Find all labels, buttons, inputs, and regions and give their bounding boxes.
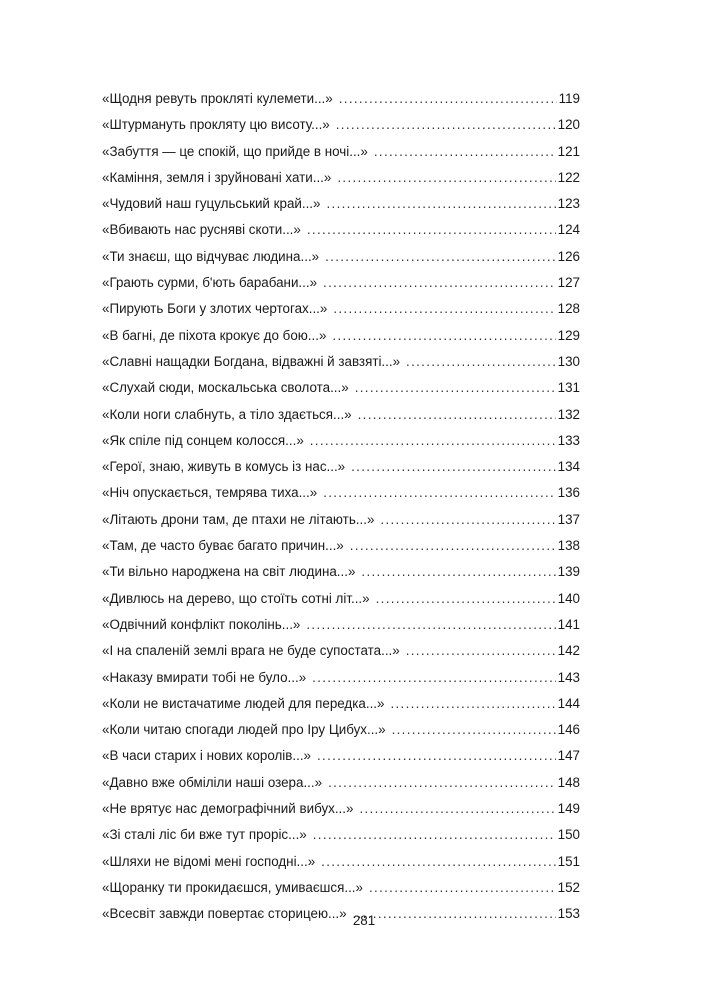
- toc-entry-page: 153: [557, 906, 580, 922]
- toc-entry: [102, 822, 580, 848]
- dot-leader: [406, 349, 556, 375]
- toc-entry-title: «В багні, де піхота крокує до бою...»: [102, 327, 327, 343]
- toc-entry: [102, 586, 580, 612]
- toc-entry: [102, 139, 580, 165]
- toc-entry: [102, 165, 580, 191]
- dot-leader: [333, 296, 555, 322]
- dot-leader: [326, 191, 555, 217]
- toc-entry-page: 134: [557, 459, 580, 475]
- dot-leader: [337, 165, 555, 191]
- toc-entry-title: «Слухай сюди, москальська сволота...»: [102, 380, 349, 396]
- toc-entry: [102, 454, 580, 480]
- toc-entry-title: «Коли ноги слабнуть, а тіло здається...»: [102, 406, 352, 422]
- dot-leader: [317, 743, 556, 769]
- toc-entry-page: 138: [557, 538, 580, 554]
- toc-entry: [102, 244, 580, 270]
- toc-entry: [102, 559, 580, 585]
- toc-entry: [102, 480, 580, 506]
- toc-entry-title: «Дивлюсь на дерево, що стоїть сотні літ...»: [102, 590, 370, 606]
- toc-entry-page: 127: [557, 275, 580, 291]
- dot-leader: [355, 375, 556, 401]
- toc-entry: [102, 796, 580, 822]
- toc-entry-title: «Вбивають нас русняві скоти...»: [102, 222, 301, 238]
- toc-entry-title: «Коли читаю спогади людей про Іру Цибух...»: [102, 722, 386, 738]
- dot-leader: [310, 428, 556, 454]
- toc-entry: [102, 217, 580, 243]
- dot-leader: [376, 586, 556, 612]
- toc-entry-page: 150: [557, 827, 580, 843]
- toc-entry-title: «Шляхи не відомі мені господні...»: [102, 853, 316, 869]
- dot-leader: [306, 612, 555, 638]
- toc-entry: [102, 402, 580, 428]
- toc-entry-title: «Щодня ревуть прокляті кулемети...»: [102, 91, 333, 106]
- toc-entry-title: «Герої, знаю, живуть в комусь із нас...»: [102, 459, 346, 475]
- toc-entry-page: 149: [557, 801, 580, 817]
- toc-entry-title: «І на спаленій землі врага не буде супостата...»: [102, 643, 400, 659]
- toc-entry-page: 130: [557, 353, 580, 369]
- toc-entry-title: «Коли не вистачатиме людей для передка...»: [102, 695, 385, 711]
- dot-leader: [358, 402, 556, 428]
- dot-leader: [390, 691, 555, 717]
- dot-leader: [361, 559, 555, 585]
- toc-entry: [102, 638, 580, 664]
- toc-entry-page: 121: [557, 143, 580, 159]
- toc-entry-title: «Забуття — це спокій, що прийде в ночі...»: [102, 143, 368, 159]
- toc-entry: [102, 849, 580, 875]
- toc-entry-page: 147: [557, 748, 580, 764]
- toc-entry-title: «Давно вже обміліли наші озера...»: [102, 774, 323, 790]
- dot-leader: [406, 638, 556, 664]
- toc-entry-title: «Славні нащадки Богдана, відважні й завзяті...»: [102, 353, 401, 369]
- toc-entry-page: 140: [557, 590, 580, 606]
- dot-leader: [323, 480, 555, 506]
- toc-entry-title: «Штурмануть прокляту цю висоту...»: [102, 117, 330, 133]
- toc-entry: [102, 612, 580, 638]
- toc-entry-title: «Як спіле під сонцем колосся...»: [102, 432, 304, 448]
- toc-entry-title: «Не врятує нас демографічний вибух...»: [102, 801, 354, 817]
- toc-entry-page: 141: [557, 616, 580, 632]
- toc-entry: [102, 296, 580, 322]
- toc-entry-title: «Ти вільно народжена на світ людина...»: [102, 564, 356, 580]
- toc-entry-title: «Чудовий наш гуцульський край...»: [102, 196, 321, 212]
- toc-entry-page: 131: [557, 380, 580, 396]
- dot-leader: [323, 270, 556, 296]
- toc-entry-page: 123: [557, 196, 580, 212]
- toc-entry-page: 129: [557, 327, 580, 343]
- toc-entry: [102, 717, 580, 743]
- dot-leader: [339, 86, 557, 112]
- toc-entry-title: «Всесвіт завжди повертає сторицею...»: [102, 906, 347, 922]
- toc-entry: [102, 191, 580, 217]
- toc-entry-title: «Каміння, земля і зруйновані хати...»: [102, 169, 332, 185]
- table-of-contents: [102, 86, 580, 928]
- dot-leader: [332, 323, 555, 349]
- dot-leader: [313, 822, 556, 848]
- toc-entry: [102, 270, 580, 296]
- toc-entry-title: «Там, де часто буває багато причин...»: [102, 538, 344, 554]
- toc-entry: [102, 112, 580, 138]
- toc-entry-page: 139: [557, 564, 580, 580]
- dot-leader: [351, 454, 556, 480]
- page-number: 281: [352, 913, 376, 928]
- toc-entry-page: 119: [558, 91, 580, 106]
- toc-entry-page: 122: [557, 169, 580, 185]
- toc-entry-title: «Грають сурми, б'ють барабани...»: [102, 275, 318, 291]
- toc-entry-page: 148: [557, 774, 580, 790]
- toc-entry: [102, 875, 580, 901]
- dot-leader: [380, 507, 555, 533]
- dot-leader: [321, 849, 555, 875]
- toc-entry: [102, 375, 580, 401]
- dot-leader: [307, 217, 556, 243]
- dot-leader: [374, 139, 556, 165]
- toc-entry-title: «Пирують Боги у злотих чертогах...»: [102, 301, 328, 317]
- toc-entry-page: 128: [557, 301, 580, 317]
- toc-entry: [102, 428, 580, 454]
- dot-leader: [392, 717, 556, 743]
- dot-leader: [325, 244, 556, 270]
- toc-entry-page: 124: [557, 222, 580, 238]
- toc-entry-page: 144: [557, 695, 580, 711]
- toc-entry-title: «Ти знаєш, що відчуває людина...»: [102, 248, 320, 264]
- dot-leader: [336, 112, 556, 138]
- toc-entry: [102, 665, 580, 691]
- toc-entry-page: 133: [557, 432, 580, 448]
- toc-entry-page: 152: [557, 879, 580, 895]
- dot-leader: [369, 875, 556, 901]
- toc-entry-title: «Зі сталі ліс би вже тут проріс...»: [102, 827, 307, 843]
- toc-entry-page: 143: [557, 669, 580, 685]
- toc-entry: [102, 349, 580, 375]
- toc-entry: [102, 507, 580, 533]
- toc-entry-title: «Наказу вмирати тобі не було...»: [102, 669, 307, 685]
- toc-entry: [102, 770, 580, 796]
- toc-entry-page: 137: [557, 511, 580, 527]
- toc-entry-page: 132: [557, 406, 580, 422]
- toc-entry: [102, 743, 580, 769]
- toc-entry: [102, 691, 580, 717]
- toc-entry: [102, 533, 580, 559]
- toc-entry-page: 126: [557, 248, 580, 264]
- toc-entry-page: 146: [557, 722, 580, 738]
- toc-entry-title: «Щоранку ти прокидаєшся, умиваєшся...»: [102, 879, 363, 895]
- dot-leader: [359, 796, 555, 822]
- toc-entry-page: 120: [557, 117, 580, 133]
- dot-leader: [312, 665, 556, 691]
- toc-entry: [102, 323, 580, 349]
- toc-entry-page: 136: [557, 485, 580, 501]
- toc-entry-page: 151: [557, 853, 580, 869]
- toc-entry-page: 142: [557, 643, 580, 659]
- toc-entry: [102, 86, 580, 112]
- dot-leader: [328, 770, 556, 796]
- toc-entry-title: «Літають дрони там, де птахи не літають...»: [102, 511, 375, 527]
- dot-leader: [350, 533, 556, 559]
- toc-entry-title: «Ніч опускається, темрява тиха...»: [102, 485, 318, 501]
- toc-entry-title: «В часи старих і нових королів...»: [102, 748, 311, 764]
- toc-entry-title: «Одвічний конфлікт поколінь...»: [102, 616, 301, 632]
